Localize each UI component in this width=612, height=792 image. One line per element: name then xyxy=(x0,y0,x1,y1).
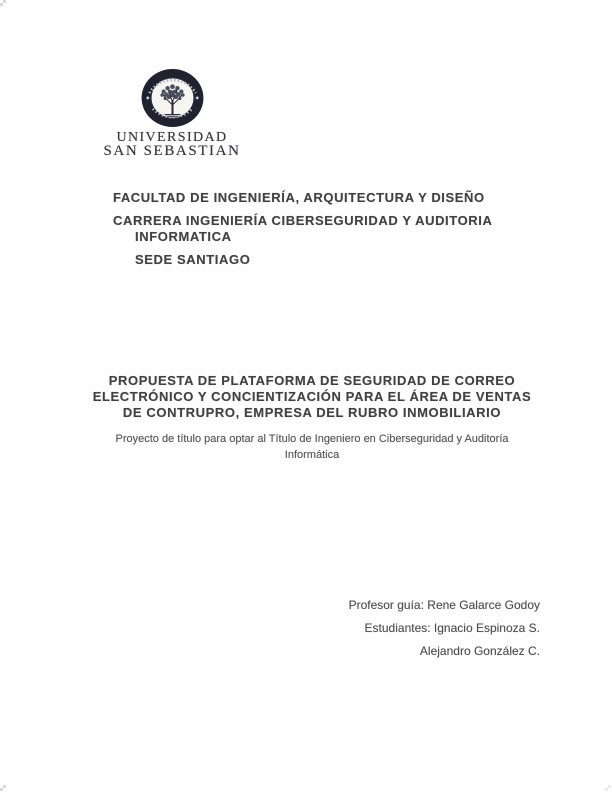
faculty-line: FACULTAD DE INGENIERÍA, ARQUITECTURA Y DISEÑO xyxy=(113,190,485,205)
credits-block xyxy=(220,594,540,663)
university-wordmark-line-1: UNIVERSIDAD xyxy=(116,130,228,145)
program-line-2: INFORMATICA xyxy=(135,229,232,244)
thesis-subtitle xyxy=(76,431,548,463)
thesis-subtitle-line-2: Informática xyxy=(284,449,340,461)
thesis-title-line-2: ELECTRÓNICO Y CONCIENTIZACIÓN PARA EL ÁREA DE VENTAS xyxy=(92,389,532,404)
scan-registration-mark-bottom-right xyxy=(605,785,611,791)
program-lines xyxy=(113,213,545,245)
advisor-line: Profesor guía: Rene Galarce Godoy xyxy=(348,598,540,612)
program-line-1: CARRERA INGENIERÍA CIBERSEGURIDAD Y AUDITORIA xyxy=(113,213,493,228)
thesis-title xyxy=(86,373,538,421)
thesis-title-line-3: DE CONTRUPRO, EMPRESA DEL RUBRO INMOBILIARIO xyxy=(122,405,502,420)
university-wordmark xyxy=(90,131,254,158)
scan-registration-mark-top-left xyxy=(0,0,6,6)
scan-registration-mark-bottom-left xyxy=(0,785,6,791)
thesis-subtitle-line-1: Proyecto de título para optar al Título de Ingeniero en Ciberseguridad y Auditoría xyxy=(115,433,509,445)
university-wordmark-line-2: SAN SEBASTIAN xyxy=(103,142,241,159)
university-logo xyxy=(90,68,254,158)
student-line-1: Estudiantes: Ignacio Espinoza S. xyxy=(364,621,540,635)
thesis-title-line-1: PROPUESTA DE PLATAFORMA DE SEGURIDAD DE CORREO xyxy=(108,373,516,388)
institution-block xyxy=(113,190,545,275)
student-line-2: Alejandro González C. xyxy=(419,644,540,658)
university-tree-seal-icon xyxy=(141,68,204,128)
campus-line: SEDE SANTIAGO xyxy=(135,252,251,267)
